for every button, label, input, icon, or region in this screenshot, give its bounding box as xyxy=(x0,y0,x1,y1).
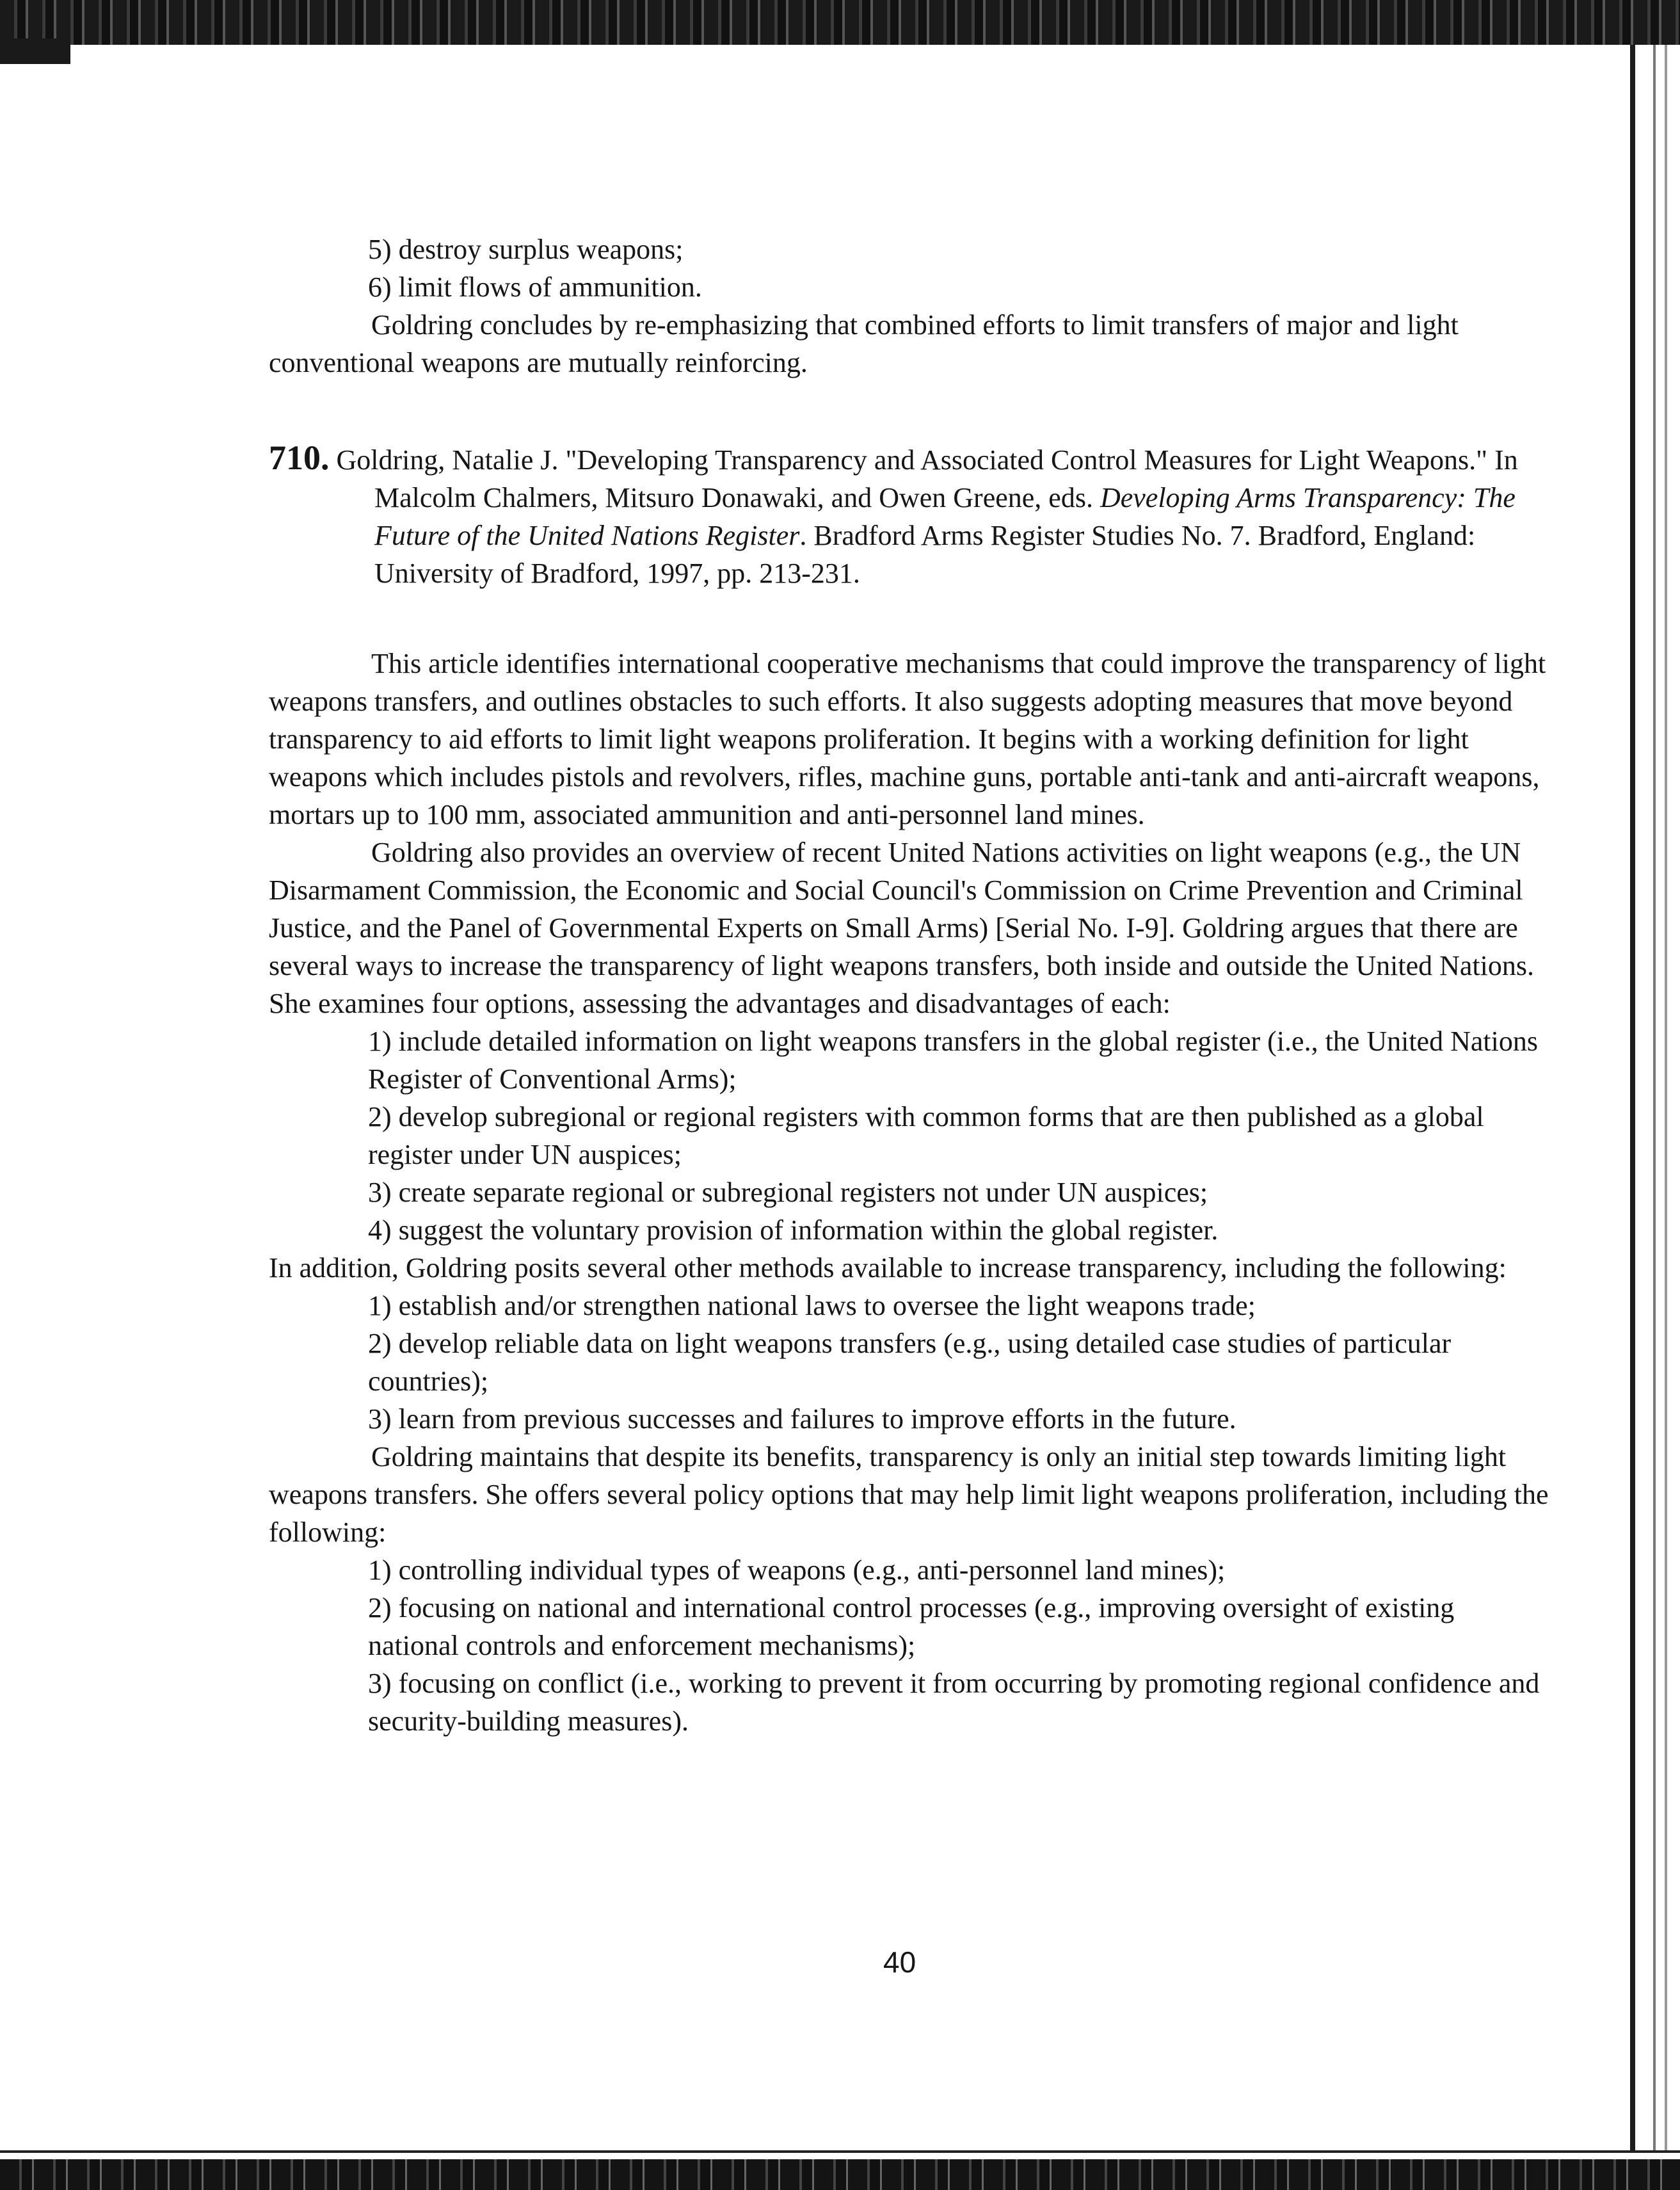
list-item: 4) suggest the voluntary provision of information within the global register. xyxy=(368,1214,1219,1246)
list-item: 3) create separate regional or subregional registers not under UN auspices; xyxy=(368,1177,1208,1208)
list-item: 2) develop reliable data on light weapons transfers (e.g., using detailed case studies of particular countries); xyxy=(368,1328,1452,1397)
citation-text: Goldring, Natalie J. "Developing Transparency and Associated Control Measures for Light Weapons." In Malcolm Chalmers, Mitsuro Donawaki, and Owen Greene, eds. xyxy=(336,444,1518,513)
scan-line-bottom xyxy=(0,2150,1680,2153)
scan-border-corner xyxy=(0,38,70,64)
list-item: 6) limit flows of ammunition. xyxy=(368,271,702,303)
scan-border-bottom xyxy=(0,2159,1680,2190)
list-item: 1) controlling individual types of weapons (e.g., anti-personnel land mines); xyxy=(368,1554,1226,1586)
list-item: 3) learn from previous successes and failures to improve efforts in the future. xyxy=(368,1403,1236,1435)
list-item: 1) establish and/or strengthen national laws to oversee the light weapons trade; xyxy=(368,1290,1256,1321)
list-item: 5) destroy surplus weapons; xyxy=(368,234,684,265)
list-item: 1) include detailed information on light weapons transfers in the global register (i.e., the United Nations Register of Conventional Arms); xyxy=(368,1026,1538,1095)
citation-title: Developing Arms Transparency: The Future of the United Nations Register xyxy=(374,482,1516,551)
paragraph: In addition, Goldring posits several other methods available to increase transparency, including the following: xyxy=(269,1252,1507,1284)
paragraph: Goldring concludes by re-emphasizing that combined efforts to limit transfers of major and light conventional weapons are mutually reinforcing. xyxy=(269,309,1459,378)
list-item: 3) focusing on conflict (i.e., working to prevent it from occurring by promoting regional confidence and security-building measures). xyxy=(368,1668,1540,1737)
scan-border-top xyxy=(0,0,1680,45)
citation-text: . Bradford Arms Register Studies No. 7. Bradford, England: University of Bradford, 1997, pp. 213-231. xyxy=(374,520,1476,589)
page-number: 40 xyxy=(883,1945,916,1979)
paragraph: This article identifies international cooperative mechanisms that could improve the transparency of light weapons transfers, and outlines obstacles to such efforts. It also suggests adopting measures that move beyond transparency to aid efforts to limit light weapons proliferation. It begins with a working definition for light weapons which includes pistols and revolvers, rifles, machine guns, portable anti-tank and anti-aircraft weapons, mortars up to 100 mm, associated ammunition and anti-personnel land mines. xyxy=(269,648,1546,830)
bibliography-entry xyxy=(269,439,1549,592)
paragraph: Goldring maintains that despite its benefits, transparency is only an initial step towards limiting light weapons transfers. She offers several policy options that may help limit light weapons proliferation, including the following: xyxy=(269,1441,1549,1548)
paragraph: Goldring also provides an overview of recent United Nations activities on light weapons (e.g., the UN Disarmament Commission, the Economic and Social Council's Commission on Crime Prevention and Criminal Justice, and the Panel of Governmental Experts on Small Arms) [Serial No. I-9]. Goldring argues that there are several ways to increase the transparency of light weapons transfers, both inside and outside the United Nations. She examines four options, assessing the advantages and disadvantages of each: xyxy=(269,837,1534,1019)
document-page xyxy=(269,230,1549,1740)
list-item: 2) focusing on national and international control processes (e.g., improving oversight of existing national controls and enforcement mechanisms); xyxy=(368,1592,1455,1661)
list-item: 2) develop subregional or regional registers with common forms that are then published as a global register under UN auspices; xyxy=(368,1101,1484,1170)
scan-border-right xyxy=(1630,45,1680,2151)
entry-number: 710. xyxy=(269,439,330,477)
